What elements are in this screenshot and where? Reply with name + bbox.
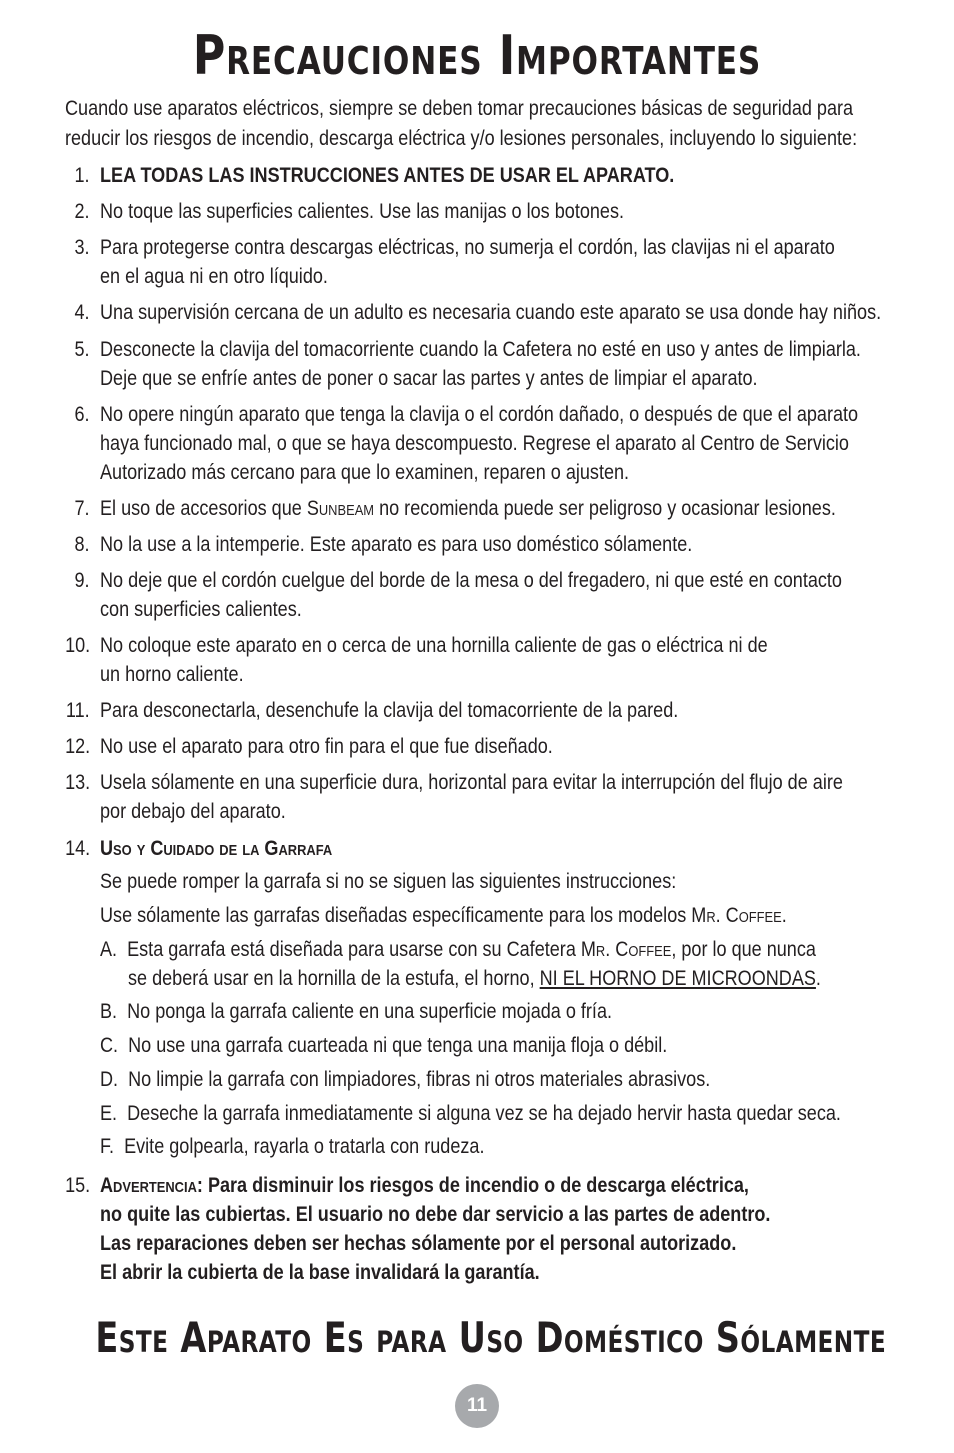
item-number: 5.	[74, 338, 90, 361]
subitem-text: No ponga la garrafa caliente en una superficie mojada o fría.	[127, 1000, 613, 1023]
intro-line: Cuando use aparatos eléctricos, siempre se deben tomar precauciones básicas de seguridad para	[65, 97, 854, 120]
item-text: Desconecte la clavija del tomacorriente cuando la Cafetera no esté en uso y antes de limpiarla.	[100, 338, 861, 361]
subitem-letter: C.	[100, 1034, 119, 1057]
subitem-letter: B.	[100, 1000, 118, 1023]
warning-text: Las reparaciones deben ser hechas sólamente por el personal autorizado.	[100, 1232, 737, 1255]
brand-name: Sunbeam	[306, 497, 375, 520]
item-text: con superficies calientes.	[100, 598, 302, 621]
item-text	[100, 494, 836, 523]
item-number: 1.	[74, 164, 90, 187]
item-number: 13.	[64, 771, 90, 794]
item-text: Usela sólamente en una superficie dura, horizontal para evitar la interrupción del flujo de aire	[100, 771, 843, 794]
page-title: Precauciones Importantes	[192, 24, 762, 87]
warning-label: Advertencia	[100, 1174, 197, 1197]
item-text: LEA TODAS LAS INSTRUCCIONES ANTES DE USAR EL APARATO.	[100, 164, 675, 187]
carafe-paragraph: Se puede romper la garrafa si no se siguen las siguientes instrucciones:	[100, 870, 677, 893]
item-number: 3.	[74, 236, 90, 259]
item-number: 11.	[66, 699, 90, 722]
carafe-subitem	[100, 1099, 841, 1128]
subitem-text-part: se deberá usar en la hornilla de la estufa, el horno,	[128, 967, 540, 990]
subitem-letter: F.	[100, 1135, 115, 1158]
warning-text: El abrir la cubierta de la base invalidará la garantía.	[100, 1261, 540, 1284]
carafe-text-part: .	[781, 904, 787, 927]
warning-text-part: : Para disminuir los riesgos de incendio o de descarga eléctrica,	[196, 1174, 749, 1197]
item-text: No deje que el cordón cuelgue del borde de la mesa o del fregadero, ni que esté en contacto	[100, 569, 842, 592]
warning-text: no quite las cubiertas. El usuario no debe dar servicio a las partes de adentro.	[100, 1203, 771, 1226]
subitem-text-part: .	[815, 967, 821, 990]
item-text-part: no recomienda puede ser peligroso y ocasionar lesiones.	[374, 497, 836, 520]
item-text: Una supervisión cercana de un adulto es necesaria cuando este aparato se usa donde hay niños.	[100, 301, 882, 324]
item-text: Deje que se enfríe antes de poner o sacar las partes y antes de limpiar el aparato.	[100, 367, 758, 390]
item-text: por debajo del aparato.	[100, 800, 286, 823]
item-text-part: El uso de accesorios que	[100, 497, 307, 520]
item-number: 14.	[64, 837, 90, 860]
household-use-heading: Este Aparato Es para Uso Doméstico Sólamente	[95, 1313, 887, 1362]
carafe-subitem	[100, 1132, 484, 1161]
intro-line: reducir los riesgos de incendio, descarga eléctrica y/o lesiones personales, incluyendo lo siguiente:	[65, 127, 858, 150]
microwave-warning: NI EL HORNO DE MICROONDAS	[539, 967, 816, 990]
carafe-subitem	[100, 997, 612, 1026]
subitem-letter: D.	[100, 1068, 119, 1091]
carafe-text-part: Use sólamente las garrafas diseñadas específicamente para los modelos	[100, 904, 692, 927]
item-text: un horno caliente.	[100, 663, 244, 686]
item-text: Autorizado más cercano para que lo examinen, reparen o ajusten.	[100, 461, 630, 484]
subitem-letter: E.	[100, 1102, 118, 1125]
item-number: 7.	[74, 497, 90, 520]
subitem-letter: A.	[100, 938, 118, 961]
warning-text	[100, 1171, 749, 1200]
item-text: Para desconectarla, desenchufe la clavija del tomacorriente de la pared.	[100, 699, 679, 722]
item-text: No coloque este aparato en o cerca de una hornilla caliente de gas o eléctrica ni de	[100, 634, 768, 657]
brand-name: Mr. Coffee	[580, 938, 672, 961]
item-text: haya funcionado mal, o que se haya descompuesto. Regrese el aparato al Centro de Servicio	[100, 432, 849, 455]
subitem-text: No limpie la garrafa con limpiadores, fibras ni otros materiales abrasivos.	[128, 1068, 711, 1091]
item-text: en el agua ni en otro líquido.	[100, 265, 328, 288]
item-number: 15.	[64, 1174, 90, 1197]
item-number: 10.	[64, 634, 90, 657]
item-number: 9.	[74, 569, 90, 592]
item-text: No opere ningún aparato que tenga la clavija o el cordón dañado, o después de que el aparato	[100, 403, 859, 426]
subitem-text-part: Esta garrafa está diseñada para usarse con su Cafetera	[127, 938, 581, 961]
carafe-subitem	[100, 935, 816, 964]
carafe-paragraph	[100, 901, 787, 930]
item-text: No use el aparato para otro fin para el que fue diseñado.	[100, 735, 553, 758]
page-number-badge: 11	[455, 1384, 499, 1428]
subitem-text-part: , por lo que nunca	[671, 938, 816, 961]
item-number: 2.	[74, 200, 90, 223]
carafe-subitem	[100, 1031, 667, 1060]
carafe-subitem	[100, 1065, 710, 1094]
item-text: No la use a la intemperie. Este aparato es para uso doméstico sólamente.	[100, 533, 693, 556]
carafe-subitem-continued	[128, 964, 821, 993]
item-number: 6.	[74, 403, 90, 426]
item-text: No toque las superficies calientes. Use las manijas o los botones.	[100, 200, 625, 223]
subitem-text-part	[117, 938, 127, 961]
item-text: Para protegerse contra descargas eléctricas, no sumerja el cordón, las clavijas ni el aparato	[100, 236, 835, 259]
item-number: 8.	[74, 533, 90, 556]
item-number: 4.	[74, 301, 90, 324]
item-number: 12.	[64, 735, 90, 758]
subitem-text: No use una garrafa cuarteada ni que tenga una manija floja o débil.	[128, 1034, 668, 1057]
subitem-text: Evite golpearla, rayarla o tratarla con rudeza.	[124, 1135, 485, 1158]
intro-paragraph	[65, 94, 858, 154]
brand-name: Mr. Coffee	[691, 904, 782, 927]
subitem-text: Deseche la garrafa inmediatamente si alguna vez se ha dejado hervir hasta quedar seca.	[127, 1102, 841, 1125]
carafe-heading: Uso y Cuidado de la Garrafa	[100, 837, 333, 860]
